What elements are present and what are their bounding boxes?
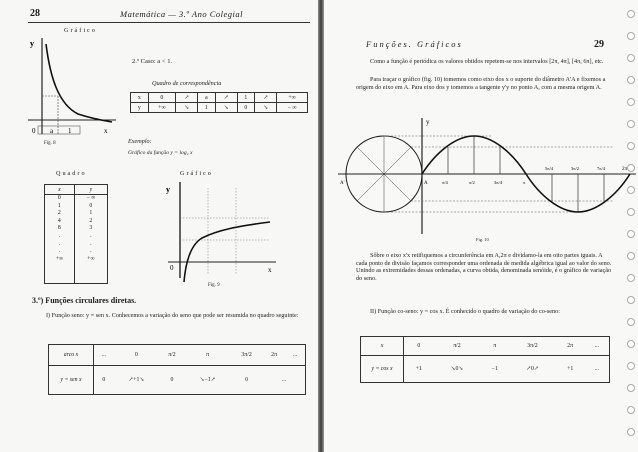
graph1-zero-label: 0 — [32, 127, 36, 135]
fig8-caption: Fig. 8 — [44, 141, 56, 146]
fig10-tick: π — [523, 180, 526, 185]
graph1-x-label: x — [104, 127, 108, 135]
corresp-cell: ↘ — [255, 103, 277, 113]
seno-table: arco x ... 0 π/2 π 3π/2 2π ... y = sen x 0 ↗+1↘ 0 ↘−1↗ 0 ... — [48, 344, 306, 395]
corresp-row-y — [131, 103, 308, 113]
corresp-cell: ↘ — [215, 103, 237, 113]
graph-log-decreasing — [28, 36, 118, 136]
fig10-Aprime-label: A' — [340, 181, 345, 186]
quadro-col-x: 0 1 2 4 8 . . . +∞ — [45, 195, 75, 284]
seno-paragraph: I) Função seno: y = sen x. Conhecemos a variação do seno que pode ser resumida no quadro seguinte: — [46, 312, 299, 319]
quadro-col-y: − ∞ 0 1 2 3 . . . +∞ — [74, 195, 107, 284]
corresp-cell: ↘ — [176, 103, 198, 113]
graph1-y-label: y — [30, 39, 34, 48]
fig9-caption: Fig. 9 — [208, 283, 220, 288]
corresp-table — [130, 92, 308, 113]
left-page — [0, 0, 318, 452]
corresp-cell: +∞ — [277, 93, 308, 103]
corresp-cell: ↗ — [176, 93, 198, 103]
para-periodic: Como a função é periódica os valores obtidos repetem-se nos intervalos [2π, 4π], [4π, 6π], etc. — [370, 58, 604, 65]
fig10-tick: 3π/2 — [571, 166, 580, 171]
cos-table: x 0 π/2 π 3π/2 2π ... y = cos x +1 ↘0↘ −1 ↗0↗ +1 ... — [360, 336, 610, 383]
quadro-header-y: y — [74, 185, 107, 195]
fig10-tick: 3π/4 — [494, 180, 503, 185]
corresp-cell: 1 — [198, 103, 216, 113]
cos-row1-label: x — [361, 337, 404, 356]
quadro-table — [44, 184, 108, 284]
seno-row2-label: y = sen x — [49, 366, 94, 395]
corresp-row-x — [131, 93, 308, 103]
fig10-A-label: A — [424, 181, 428, 186]
corresp-cell: x — [131, 93, 149, 103]
graph1-one-label: 1 — [68, 127, 72, 135]
para-construction: Para traçar o gráfico (fig. 10) tomemos como eixo dos x o suporte do diâmetro A'A e fixemos a origem do eixo em A. Para eixo dos y tomemos a tangente y'y no ponto A, com a mesma origem A. — [356, 76, 606, 91]
header-rule-left — [28, 22, 310, 23]
seno-row1-label: arco x — [49, 345, 94, 366]
quadro-label: Quadro — [56, 170, 87, 177]
graph1-a-label: a — [50, 127, 54, 135]
running-header-right: Funções. Gráficos — [366, 39, 463, 49]
caso-label: 2.º Caso: a < 1. — [132, 58, 173, 65]
cos-row2-label: y = cos x — [361, 356, 404, 383]
exemplo-label: Exemplo: — [128, 138, 152, 145]
graph2-x-label: x — [268, 266, 272, 274]
binder-holes — [627, 10, 635, 450]
fig10-tick: 7π/4 — [597, 166, 606, 171]
quadro-corresp-title: Quadro de correspondência — [152, 80, 222, 87]
graph-log2 — [158, 178, 278, 288]
corresp-cell: 1 — [237, 93, 255, 103]
corresp-cell: y — [131, 103, 149, 113]
graph2-zero-label: 0 — [170, 264, 174, 272]
fig10-tick: π/2 — [469, 180, 475, 185]
exemplo-desc: Gráfico da função y = log₂ x — [128, 150, 193, 156]
corresp-cell: ↗ — [215, 93, 237, 103]
corresp-cell: +∞ — [148, 103, 176, 113]
graph2-y-label: y — [166, 185, 170, 194]
fig10-tick: π/4 — [442, 180, 448, 185]
fig10-tick: 2π — [622, 167, 628, 172]
grafico-label-2: Gráfico — [180, 170, 213, 177]
corresp-cell: ↗ — [255, 93, 277, 103]
fig10-caption: Fig. 10 — [476, 237, 489, 242]
corresp-cell: 0 — [148, 93, 176, 103]
fig10-y-label: y — [426, 118, 430, 126]
corresp-cell: − ∞ — [277, 103, 308, 113]
fig10-tick: 5π/4 — [545, 166, 554, 171]
para-sinusoid: Sôbre o eixo x'x retifiquemos a circunferência em A,2π e dividamo-la em oito partes iguais. A cada ponto de divisão façamos corresponder uma ordenada de medida algébrica igual ao valor do seno. Unindo as extremidades dessas ordenadas, a curva obtida, denominada senóide, é o gráfico de variação do seno. — [356, 252, 612, 282]
running-header-left: Matemática — 3.º Ano Colegial — [120, 9, 243, 19]
section-title: 3.º) Funções circulares diretas. — [32, 296, 137, 305]
page-number-left: 28 — [30, 8, 40, 19]
graph-sine — [338, 114, 638, 254]
cos-paragraph: II) Função co-seno: y = cos x. É conhecido o quadro de variação do co-seno: — [370, 308, 560, 315]
corresp-cell: 0 — [237, 103, 255, 113]
grafico-label-1: Gráfico — [64, 27, 97, 34]
quadro-header-x: x — [45, 185, 75, 195]
right-page — [324, 0, 638, 452]
corresp-cell: a — [198, 93, 216, 103]
page-number-right: 29 — [594, 39, 604, 50]
